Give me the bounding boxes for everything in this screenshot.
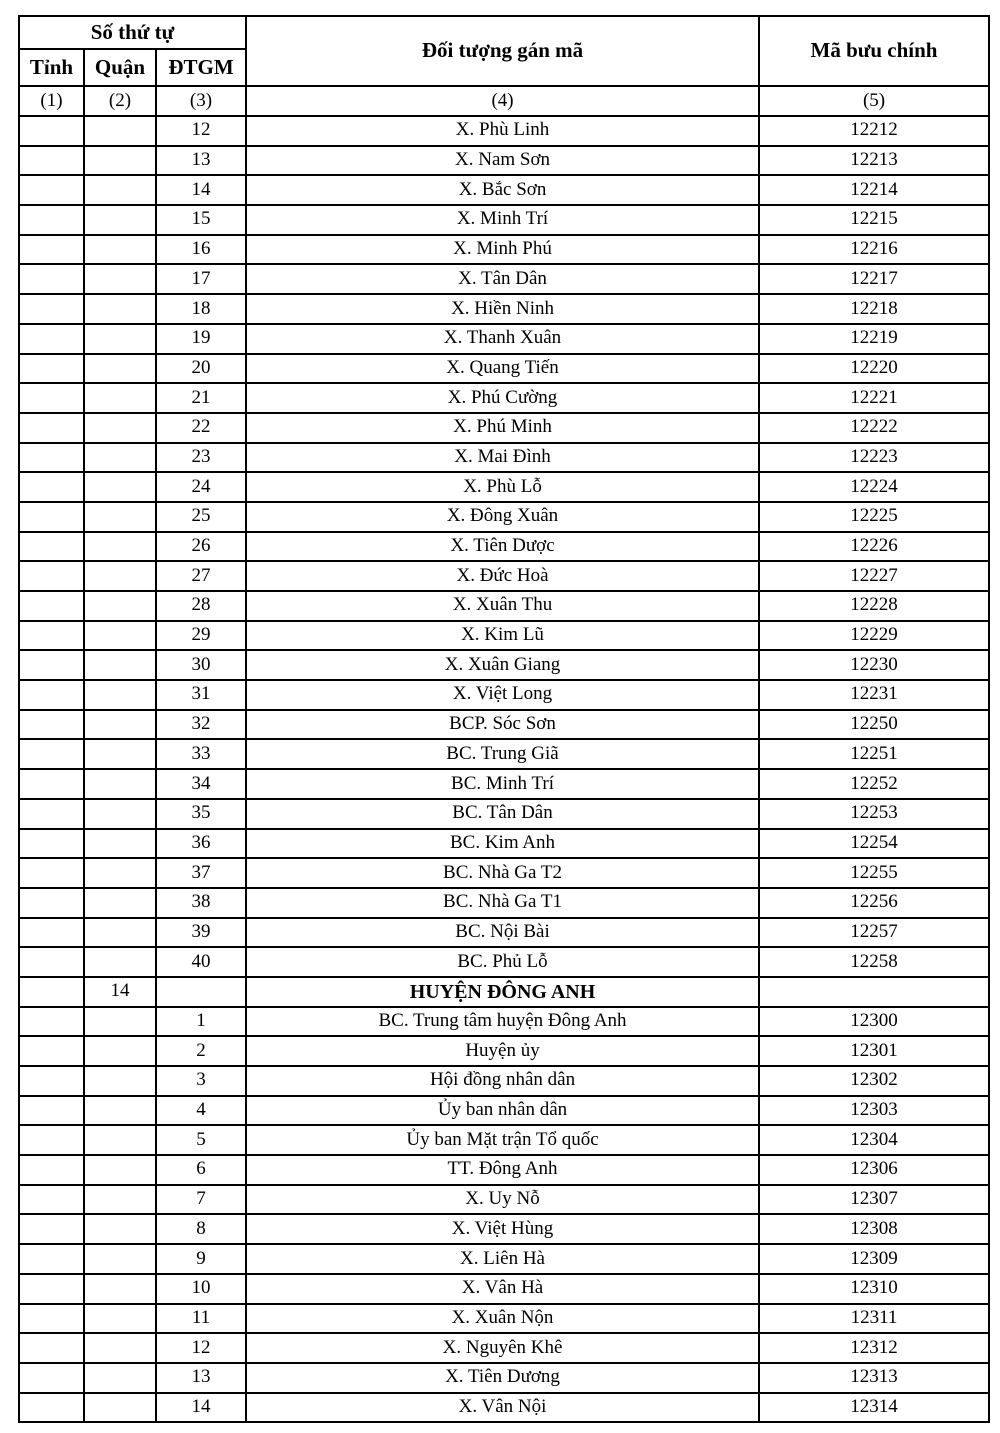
postal-code-table (18, 15, 990, 1423)
cell-code: 12254 (759, 829, 989, 859)
cell-code: 12255 (759, 858, 989, 888)
cell-dtgm: 6 (156, 1155, 246, 1185)
cell-dtgm: 13 (156, 146, 246, 176)
cell-dtgm: 14 (156, 1393, 246, 1423)
table-row (19, 1244, 989, 1274)
cell-code: 12310 (759, 1274, 989, 1304)
cell-object: X. Minh Phú (246, 235, 759, 265)
cell-tinh (19, 1393, 84, 1423)
cell-code: 12252 (759, 769, 989, 799)
table-row (19, 1096, 989, 1126)
cell-object: X. Minh Trí (246, 205, 759, 235)
cell-quan (84, 1393, 156, 1423)
cell-code: 12218 (759, 294, 989, 324)
cell-tinh (19, 324, 84, 354)
cell-code: 12228 (759, 591, 989, 621)
cell-tinh (19, 294, 84, 324)
cell-quan (84, 1125, 156, 1155)
cell-code: 12216 (759, 235, 989, 265)
cell-quan (84, 769, 156, 799)
cell-code: 12212 (759, 116, 989, 146)
cell-dtgm: 30 (156, 650, 246, 680)
header-row-index (19, 86, 989, 116)
cell-object: Hội đồng nhân dân (246, 1066, 759, 1096)
cell-code: 12253 (759, 799, 989, 829)
table-row (19, 235, 989, 265)
table-row (19, 799, 989, 829)
cell-object: X. Thanh Xuân (246, 324, 759, 354)
cell-quan (84, 502, 156, 532)
cell-code: 12309 (759, 1244, 989, 1274)
cell-quan (84, 235, 156, 265)
cell-tinh (19, 1036, 84, 1066)
cell-dtgm: 3 (156, 1066, 246, 1096)
cell-code: 12308 (759, 1214, 989, 1244)
cell-dtgm: 17 (156, 264, 246, 294)
cell-object: TT. Đông Anh (246, 1155, 759, 1185)
cell-object: X. Tiên Dược (246, 532, 759, 562)
cell-object: X. Bắc Sơn (246, 175, 759, 205)
cell-quan (84, 413, 156, 443)
cell-code: 12314 (759, 1393, 989, 1423)
cell-dtgm: 34 (156, 769, 246, 799)
cell-dtgm: 40 (156, 947, 246, 977)
cell-code: 12300 (759, 1007, 989, 1037)
cell-code: 12230 (759, 650, 989, 680)
cell-dtgm: 12 (156, 116, 246, 146)
cell-object: X. Tiên Dương (246, 1363, 759, 1393)
cell-dtgm: 28 (156, 591, 246, 621)
cell-tinh (19, 1007, 84, 1037)
cell-quan (84, 1244, 156, 1274)
cell-object: X. Liên Hà (246, 1244, 759, 1274)
cell-code: 12307 (759, 1185, 989, 1215)
table-row (19, 561, 989, 591)
cell-code: 12258 (759, 947, 989, 977)
index-cell-4: (4) (246, 86, 759, 116)
table-row (19, 1214, 989, 1244)
cell-code: 12214 (759, 175, 989, 205)
cell-object: X. Xuân Nộn (246, 1304, 759, 1334)
cell-tinh (19, 1363, 84, 1393)
cell-quan (84, 561, 156, 591)
cell-quan (84, 1066, 156, 1096)
table-row (19, 1304, 989, 1334)
cell-object: BCP. Sóc Sơn (246, 710, 759, 740)
cell-quan (84, 294, 156, 324)
cell-dtgm: 9 (156, 1244, 246, 1274)
cell-object: BC. Trung Giã (246, 739, 759, 769)
cell-dtgm: 7 (156, 1185, 246, 1215)
table-row (19, 888, 989, 918)
cell-object: X. Đức Hoà (246, 561, 759, 591)
cell-dtgm: 32 (156, 710, 246, 740)
cell-object: X. Việt Long (246, 680, 759, 710)
cell-quan (84, 799, 156, 829)
cell-dtgm: 33 (156, 739, 246, 769)
cell-dtgm: 2 (156, 1036, 246, 1066)
table-row (19, 532, 989, 562)
cell-code: 12220 (759, 354, 989, 384)
cell-object: X. Quang Tiến (246, 354, 759, 384)
header-dtgm: ĐTGM (156, 49, 246, 86)
cell-dtgm (156, 977, 246, 1007)
header-tinh: Tỉnh (19, 49, 84, 86)
cell-object: X. Kim Lũ (246, 621, 759, 651)
cell-quan (84, 472, 156, 502)
cell-object: BC. Minh Trí (246, 769, 759, 799)
cell-quan (84, 175, 156, 205)
cell-object: X. Nguyên Khê (246, 1333, 759, 1363)
cell-tinh (19, 354, 84, 384)
cell-dtgm: 14 (156, 175, 246, 205)
cell-dtgm: 13 (156, 1363, 246, 1393)
cell-code: 12306 (759, 1155, 989, 1185)
cell-code: 12215 (759, 205, 989, 235)
cell-object: BC. Tân Dân (246, 799, 759, 829)
cell-object: HUYỆN ĐÔNG ANH (246, 977, 759, 1007)
cell-quan (84, 205, 156, 235)
cell-quan (84, 1333, 156, 1363)
cell-dtgm: 16 (156, 235, 246, 265)
cell-code: 12221 (759, 383, 989, 413)
table-row (19, 621, 989, 651)
cell-code: 12229 (759, 621, 989, 651)
cell-code: 12313 (759, 1363, 989, 1393)
cell-dtgm: 11 (156, 1304, 246, 1334)
cell-object: BC. Nhà Ga T1 (246, 888, 759, 918)
cell-tinh (19, 561, 84, 591)
table-row (19, 591, 989, 621)
cell-quan (84, 1363, 156, 1393)
table-row (19, 1066, 989, 1096)
table-row (19, 324, 989, 354)
cell-object: X. Phù Linh (246, 116, 759, 146)
table-row (19, 829, 989, 859)
cell-object: X. Phú Cường (246, 383, 759, 413)
table-row (19, 710, 989, 740)
table-row (19, 175, 989, 205)
table-body (19, 116, 989, 1422)
cell-tinh (19, 1333, 84, 1363)
cell-dtgm: 4 (156, 1096, 246, 1126)
cell-tinh (19, 1096, 84, 1126)
cell-object: BC. Trung tâm huyện Đông Anh (246, 1007, 759, 1037)
cell-object: X. Đông Xuân (246, 502, 759, 532)
cell-object: X. Xuân Giang (246, 650, 759, 680)
cell-quan (84, 710, 156, 740)
cell-quan (84, 264, 156, 294)
cell-object: X. Việt Hùng (246, 1214, 759, 1244)
table-row (19, 1333, 989, 1363)
cell-tinh (19, 1244, 84, 1274)
cell-dtgm: 19 (156, 324, 246, 354)
table-row (19, 1036, 989, 1066)
cell-dtgm: 15 (156, 205, 246, 235)
cell-tinh (19, 947, 84, 977)
cell-tinh (19, 710, 84, 740)
cell-code: 12311 (759, 1304, 989, 1334)
cell-tinh (19, 858, 84, 888)
cell-code: 12219 (759, 324, 989, 354)
table-row (19, 947, 989, 977)
cell-quan (84, 354, 156, 384)
cell-tinh (19, 235, 84, 265)
cell-quan (84, 1155, 156, 1185)
cell-code: 12225 (759, 502, 989, 532)
cell-object: X. Tân Dân (246, 264, 759, 294)
cell-code: 12312 (759, 1333, 989, 1363)
cell-code (759, 977, 989, 1007)
index-cell-3: (3) (156, 86, 246, 116)
table-row (19, 918, 989, 948)
cell-object: X. Xuân Thu (246, 591, 759, 621)
table-row (19, 1274, 989, 1304)
index-cell-1: (1) (19, 86, 84, 116)
table-header (19, 16, 989, 116)
cell-code: 12223 (759, 443, 989, 473)
cell-tinh (19, 443, 84, 473)
cell-object: X. Hiền Ninh (246, 294, 759, 324)
cell-tinh (19, 1304, 84, 1334)
cell-tinh (19, 680, 84, 710)
cell-quan (84, 1007, 156, 1037)
cell-code: 12222 (759, 413, 989, 443)
header-row-group (19, 16, 989, 49)
cell-quan (84, 324, 156, 354)
cell-code: 12251 (759, 739, 989, 769)
table-row (19, 1185, 989, 1215)
cell-tinh (19, 1274, 84, 1304)
cell-quan (84, 739, 156, 769)
cell-object: X. Phú Minh (246, 413, 759, 443)
cell-tinh (19, 1125, 84, 1155)
cell-object: X. Uy Nỗ (246, 1185, 759, 1215)
table-row (19, 502, 989, 532)
cell-tinh (19, 888, 84, 918)
table-row (19, 383, 989, 413)
table-row (19, 1393, 989, 1423)
cell-dtgm: 31 (156, 680, 246, 710)
table-row (19, 294, 989, 324)
table-row (19, 443, 989, 473)
table-row (19, 680, 989, 710)
cell-dtgm: 22 (156, 413, 246, 443)
cell-tinh (19, 1155, 84, 1185)
cell-code: 12227 (759, 561, 989, 591)
cell-object: X. Vân Nội (246, 1393, 759, 1423)
cell-dtgm: 35 (156, 799, 246, 829)
table-row (19, 354, 989, 384)
cell-quan (84, 1185, 156, 1215)
cell-tinh (19, 1066, 84, 1096)
cell-dtgm: 29 (156, 621, 246, 651)
cell-dtgm: 10 (156, 1274, 246, 1304)
cell-code: 12302 (759, 1066, 989, 1096)
table-row (19, 858, 989, 888)
table-row (19, 1363, 989, 1393)
cell-dtgm: 23 (156, 443, 246, 473)
cell-object: BC. Kim Anh (246, 829, 759, 859)
cell-tinh (19, 472, 84, 502)
cell-tinh (19, 799, 84, 829)
cell-quan: 14 (84, 977, 156, 1007)
cell-dtgm: 18 (156, 294, 246, 324)
cell-code: 12213 (759, 146, 989, 176)
cell-quan (84, 1096, 156, 1126)
cell-object: Ủy ban Mặt trận Tổ quốc (246, 1125, 759, 1155)
cell-quan (84, 116, 156, 146)
cell-quan (84, 947, 156, 977)
cell-tinh (19, 413, 84, 443)
cell-object: X. Nam Sơn (246, 146, 759, 176)
cell-tinh (19, 116, 84, 146)
cell-dtgm: 38 (156, 888, 246, 918)
cell-dtgm: 5 (156, 1125, 246, 1155)
cell-object: X. Vân Hà (246, 1274, 759, 1304)
cell-dtgm: 12 (156, 1333, 246, 1363)
cell-quan (84, 829, 156, 859)
header-ma-buu-chinh: Mã bưu chính (759, 16, 989, 86)
cell-code: 12303 (759, 1096, 989, 1126)
section-row (19, 977, 989, 1007)
cell-quan (84, 443, 156, 473)
cell-dtgm: 36 (156, 829, 246, 859)
cell-dtgm: 21 (156, 383, 246, 413)
cell-object: X. Mai Đình (246, 443, 759, 473)
index-cell-5: (5) (759, 86, 989, 116)
cell-quan (84, 383, 156, 413)
table-row (19, 116, 989, 146)
table-row (19, 650, 989, 680)
table-row (19, 264, 989, 294)
cell-quan (84, 650, 156, 680)
cell-code: 12304 (759, 1125, 989, 1155)
cell-tinh (19, 1214, 84, 1244)
table-row (19, 205, 989, 235)
table-row (19, 146, 989, 176)
cell-object: X. Phù Lỗ (246, 472, 759, 502)
cell-tinh (19, 146, 84, 176)
cell-quan (84, 532, 156, 562)
cell-code: 12301 (759, 1036, 989, 1066)
table-row (19, 1155, 989, 1185)
cell-tinh (19, 739, 84, 769)
cell-code: 12226 (759, 532, 989, 562)
cell-quan (84, 146, 156, 176)
header-doi-tuong-gan-ma: Đối tượng gán mã (246, 16, 759, 86)
cell-object: Ủy ban nhân dân (246, 1096, 759, 1126)
cell-object: BC. Phủ Lỗ (246, 947, 759, 977)
index-cell-2: (2) (84, 86, 156, 116)
cell-code: 12250 (759, 710, 989, 740)
cell-quan (84, 858, 156, 888)
table-row (19, 769, 989, 799)
cell-tinh (19, 621, 84, 651)
cell-quan (84, 918, 156, 948)
cell-dtgm: 1 (156, 1007, 246, 1037)
cell-quan (84, 1214, 156, 1244)
cell-object: Huyện ủy (246, 1036, 759, 1066)
cell-object: BC. Nhà Ga T2 (246, 858, 759, 888)
cell-code: 12224 (759, 472, 989, 502)
cell-tinh (19, 769, 84, 799)
cell-object: BC. Nội Bài (246, 918, 759, 948)
cell-tinh (19, 1185, 84, 1215)
cell-dtgm: 8 (156, 1214, 246, 1244)
cell-dtgm: 37 (156, 858, 246, 888)
cell-tinh (19, 532, 84, 562)
cell-quan (84, 680, 156, 710)
table-row (19, 472, 989, 502)
table-row (19, 413, 989, 443)
cell-quan (84, 1036, 156, 1066)
cell-dtgm: 26 (156, 532, 246, 562)
cell-tinh (19, 502, 84, 532)
table-row (19, 1007, 989, 1037)
table-row (19, 1125, 989, 1155)
cell-code: 12217 (759, 264, 989, 294)
cell-code: 12256 (759, 888, 989, 918)
cell-quan (84, 591, 156, 621)
cell-dtgm: 27 (156, 561, 246, 591)
cell-quan (84, 1304, 156, 1334)
cell-tinh (19, 650, 84, 680)
cell-tinh (19, 918, 84, 948)
cell-dtgm: 20 (156, 354, 246, 384)
cell-tinh (19, 383, 84, 413)
cell-tinh (19, 205, 84, 235)
cell-tinh (19, 175, 84, 205)
header-quan: Quận (84, 49, 156, 86)
cell-dtgm: 25 (156, 502, 246, 532)
cell-dtgm: 24 (156, 472, 246, 502)
cell-tinh (19, 829, 84, 859)
cell-code: 12231 (759, 680, 989, 710)
cell-quan (84, 888, 156, 918)
cell-tinh (19, 591, 84, 621)
table-row (19, 739, 989, 769)
cell-dtgm: 39 (156, 918, 246, 948)
cell-tinh (19, 977, 84, 1007)
cell-tinh (19, 264, 84, 294)
cell-code: 12257 (759, 918, 989, 948)
cell-quan (84, 1274, 156, 1304)
header-so-thu-tu: Số thứ tự (19, 16, 246, 49)
cell-quan (84, 621, 156, 651)
